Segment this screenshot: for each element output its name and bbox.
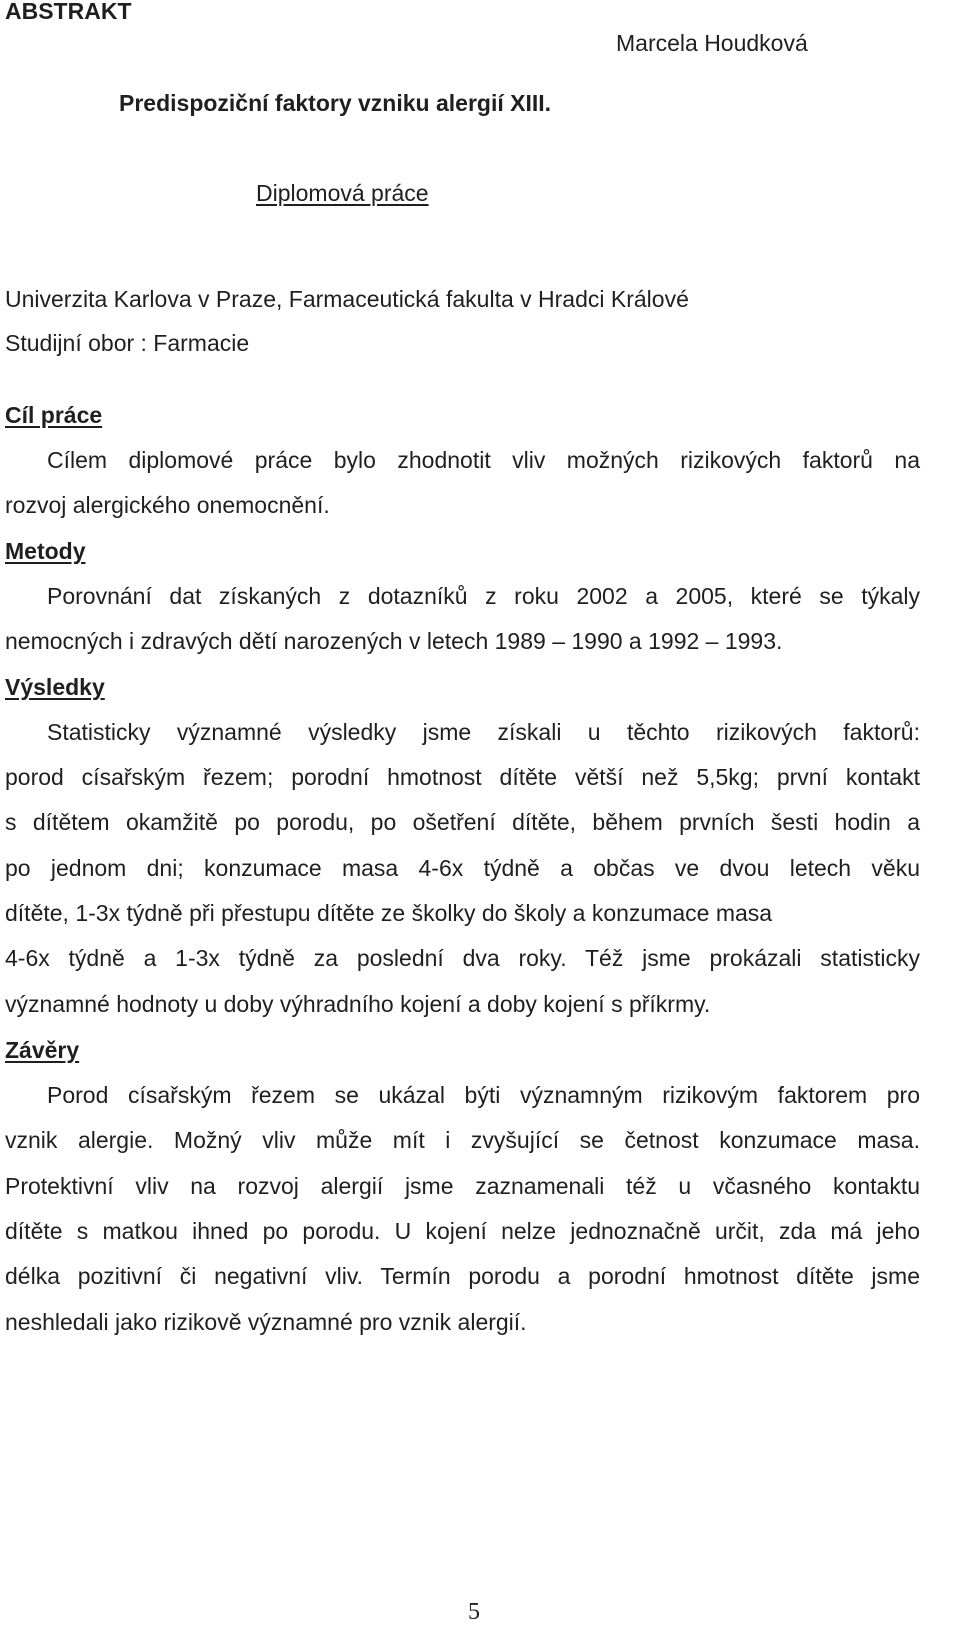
section-heading-aim: Cíl práce: [5, 402, 103, 428]
thesis-type: Diplomová práce: [256, 180, 429, 206]
paragraph-line: rozvoj alergického onemocnění.: [5, 492, 330, 518]
paragraph-line: Protektivní vliv na rozvoj alergií jsme zaznamenali též u včasného kontaktu: [5, 1173, 920, 1199]
paragraph-line: porod císařským řezem; porodní hmotnost dítěte větší než 5,5kg; první kontakt: [5, 764, 920, 790]
abstract-label: ABSTRAKT: [5, 0, 132, 24]
paragraph-line: s dítětem okamžitě po porodu, po ošetření dítěte, během prvních šesti hodin a: [5, 809, 920, 835]
paragraph-line: Porod císařským řezem se ukázal býti významným rizikovým faktorem pro: [47, 1082, 920, 1108]
section-heading-results: Výsledky: [5, 674, 105, 700]
section-heading-conclusions: Závěry: [5, 1037, 80, 1063]
paragraph-line: délka pozitivní či negativní vliv. Termín porodu a porodní hmotnost dítěte jsme: [5, 1263, 920, 1289]
paragraph-line: Statisticky významné výsledky jsme získali u těchto rizikových faktorů:: [47, 719, 920, 745]
author-name: Marcela Houdková: [616, 30, 808, 56]
paragraph-line: neshledali jako rizikově významné pro vznik alergií.: [5, 1309, 527, 1335]
field-of-study: Studijní obor : Farmacie: [5, 330, 250, 356]
paragraph-line: významné hodnoty u doby výhradního kojení a doby kojení s příkrmy.: [5, 991, 711, 1017]
paragraph-line: Cílem diplomové práce bylo zhodnotit vliv možných rizikových faktorů na: [47, 447, 920, 473]
page-number: 5: [468, 1599, 480, 1625]
section-heading-methods: Metody: [5, 538, 86, 564]
paragraph-line: vznik alergie. Možný vliv může mít i zvyšující se četnost konzumace masa.: [5, 1127, 920, 1153]
paragraph-line: dítěte s matkou ihned po porodu. U kojení nelze jednoznačně určit, zda má jeho: [5, 1218, 920, 1244]
thesis-title: Predispoziční faktory vzniku alergií XIII.: [119, 90, 552, 116]
paragraph-line: nemocných i zdravých dětí narozených v letech 1989 – 1990 a 1992 – 1993.: [5, 628, 783, 654]
paragraph-line: Porovnání dat získaných z dotazníků z roku 2002 a 2005, které se týkaly: [47, 583, 920, 609]
paragraph-line: dítěte, 1-3x týdně při přestupu dítěte ze školky do školy a konzumace masa: [5, 900, 773, 926]
paragraph-line: 4-6x týdně a 1-3x týdně za poslední dva roky. Též jsme prokázali statisticky: [5, 945, 920, 971]
paragraph-line: po jednom dni; konzumace masa 4-6x týdně a občas ve dvou letech věku: [5, 855, 920, 881]
university-line: Univerzita Karlova v Praze, Farmaceutická fakulta v Hradci Králové: [5, 286, 689, 312]
